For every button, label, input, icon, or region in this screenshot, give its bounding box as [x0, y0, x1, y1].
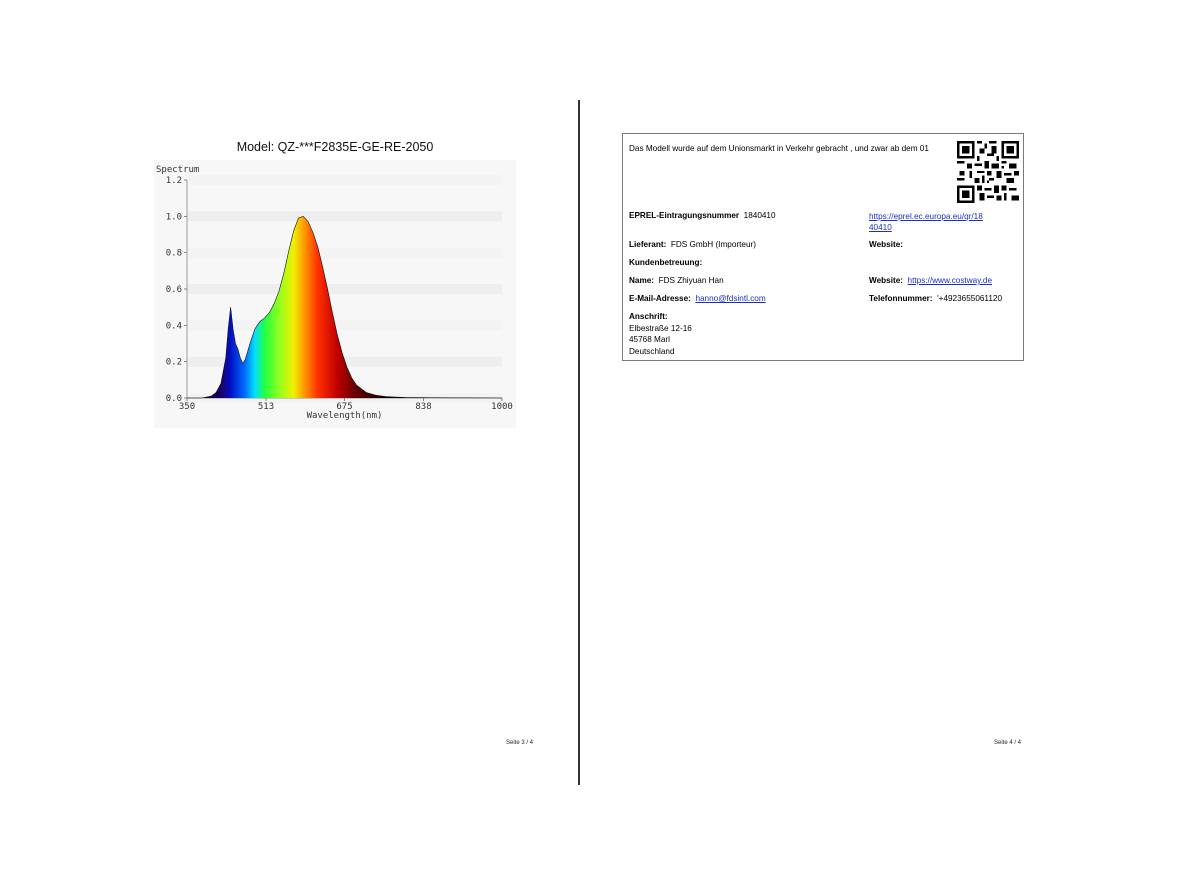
eprel-value: 1840410	[743, 211, 776, 220]
spectrum-chart	[154, 160, 516, 428]
supplier-label: Lieferant:	[629, 240, 667, 249]
email-row	[629, 294, 766, 303]
phone-label: Telefonnummer:	[869, 294, 933, 303]
website-link[interactable]: https://www.costway.de	[907, 276, 993, 285]
supplier-row	[629, 240, 756, 249]
y-tick-label: 0.2	[165, 357, 182, 368]
product-info-box	[622, 133, 1024, 361]
qr-code-icon	[957, 141, 1019, 203]
y-tick-label: 1.2	[165, 176, 182, 186]
address-city: 45768 Marl	[629, 335, 670, 344]
eprel-link-line-2[interactable]: 40410	[869, 223, 892, 232]
page-4	[580, 0, 1181, 885]
x-axis-label: Wavelength(nm)	[306, 411, 383, 421]
address-label: Anschrift:	[629, 312, 668, 321]
y-tick-label: 0.6	[165, 285, 182, 295]
supplier-website-label: Website:	[869, 240, 903, 249]
email-link[interactable]: hanno@fdsintl.com	[695, 294, 766, 303]
y-tick-label: 0.4	[165, 321, 182, 332]
y-tick-label: 0.0	[165, 394, 182, 404]
phone-value: '+4923655061120	[937, 294, 1003, 303]
page-number: Seite 4 / 4	[994, 740, 1022, 746]
address-block	[629, 311, 692, 357]
y-axis-label: Spectrum	[156, 165, 200, 175]
page-number: Seite 3 / 4	[506, 740, 534, 746]
x-tick-label: 1000	[491, 402, 513, 412]
market-intro-text: Das Modell wurde auf dem Unionsmarkt in Verkehr gebracht , und zwar ab dem 01	[629, 144, 929, 153]
address-country: Deutschland	[629, 346, 675, 356]
name-label: Name:	[629, 276, 655, 285]
website-label: Website:	[869, 276, 903, 285]
eprel-row	[629, 211, 776, 220]
name-row	[629, 276, 724, 285]
x-tick-label: 838	[415, 402, 432, 412]
chart-title: Model: QZ-***F2835E-GE-RE-2050	[236, 140, 434, 154]
eprel-link-line-1[interactable]: https://eprel.ec.europa.eu/qr/18	[869, 212, 983, 221]
phone-row	[869, 294, 1002, 303]
support-label: Kundenbetreuung:	[629, 258, 703, 267]
x-tick-label: 675	[336, 402, 353, 412]
x-tick-label: 350	[178, 402, 196, 412]
y-tick-label: 0.8	[165, 248, 182, 259]
address-street: Elbestraße 12-16	[629, 323, 692, 333]
eprel-label: EPREL-Eintragungsnummer	[629, 211, 740, 220]
email-label: E-Mail-Adresse:	[629, 294, 691, 303]
name-value: FDS Zhiyuan Han	[658, 276, 724, 285]
website-row	[869, 276, 992, 285]
supplier-value: FDS GmbH (Importeur)	[670, 240, 756, 249]
page-3	[0, 0, 578, 885]
eprel-link[interactable]	[869, 211, 1009, 233]
y-tick-label: 1.0	[165, 212, 182, 223]
x-tick-label: 513	[257, 402, 275, 412]
